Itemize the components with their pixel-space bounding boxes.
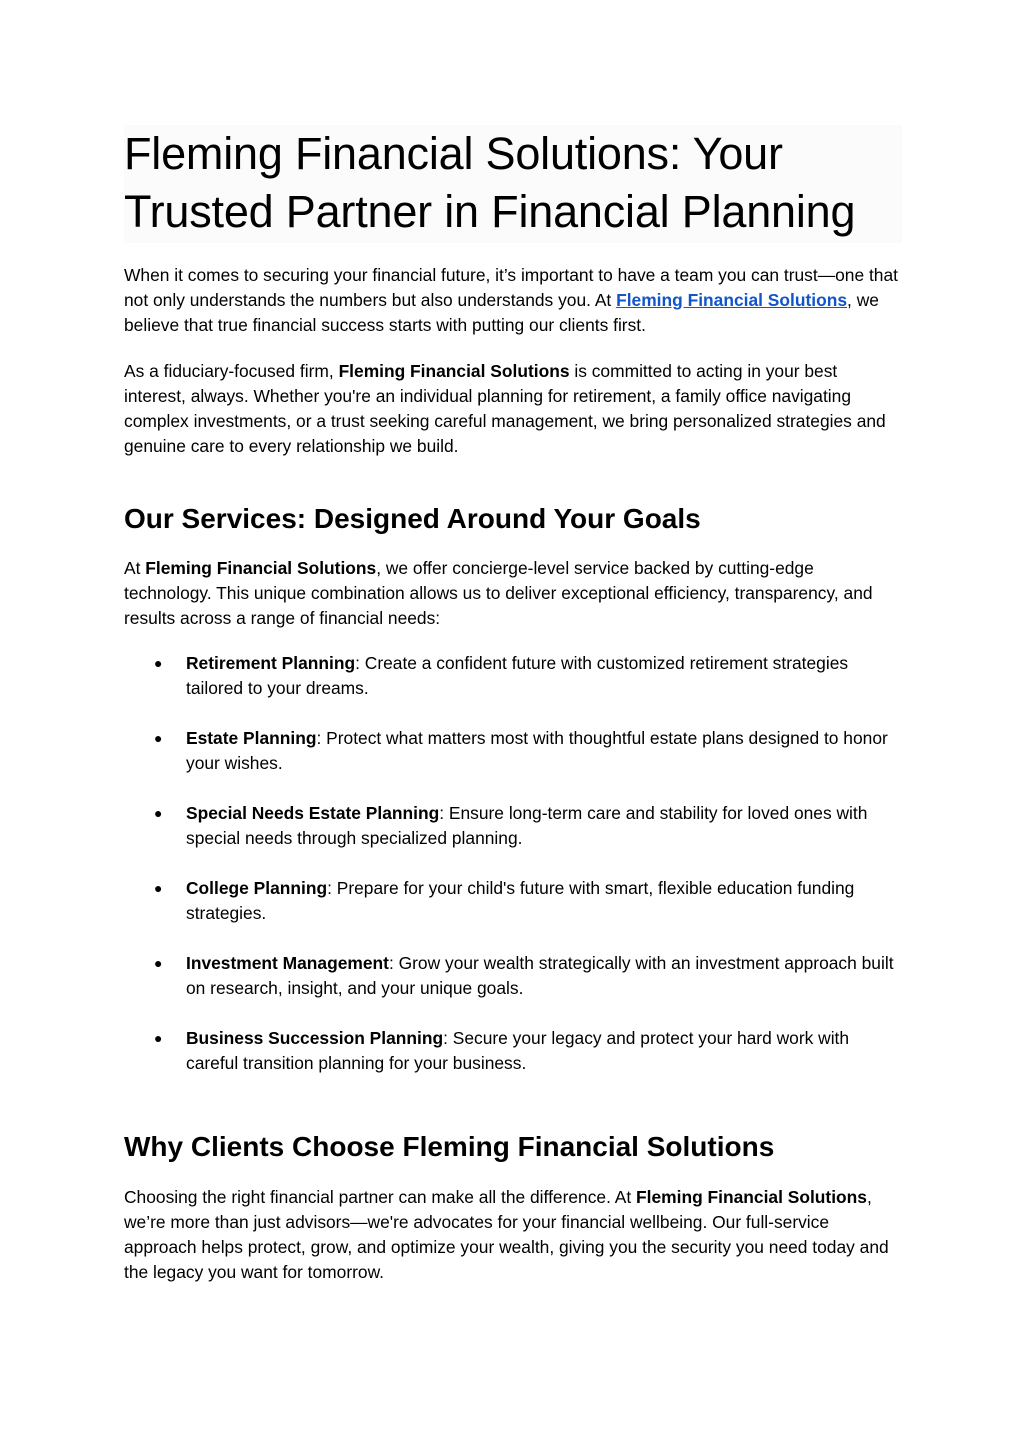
fiduciary-text-end: is committed to acting in your best interest, always. Whether you're an individual planning for retirement, a family office navigating complex investments, or a trust seeking careful management, we bring personalized strategies and genuine care to every relationship we build. <box>124 361 886 456</box>
service-description: : Secure your legacy and protect your hard work with careful transition planning for your business. <box>186 1028 850 1073</box>
service-name: Business Succession Planning <box>186 1028 444 1048</box>
fleming-financial-solutions-link[interactable]: Fleming Financial Solutions <box>616 290 848 310</box>
service-description: : Grow your wealth strategically with an investment approach built on research, insight, and your unique goals. <box>186 953 894 998</box>
service-name: Estate Planning <box>186 728 317 748</box>
service-description: : Create a confident future with customized retirement strategies tailored to your dreams. <box>186 653 849 698</box>
title-block <box>124 125 902 243</box>
service-item-investment-management <box>124 951 902 1001</box>
service-name: Investment Management <box>186 953 389 973</box>
why-firm-name: Fleming Financial Solutions <box>636 1187 867 1207</box>
fiduciary-firm-name: Fleming Financial Solutions <box>338 361 570 381</box>
services-intro-end: , we offer concierge-level service backed by cutting-edge technology. This unique combination allows us to deliver exceptional efficiency, transparency, and results across a range of financial needs: <box>124 558 873 628</box>
service-item-retirement-planning <box>124 651 902 701</box>
service-item-special-needs-estate-planning <box>124 801 902 851</box>
intro-text-end: , we believe that true financial success starts with putting our clients first. <box>124 290 879 335</box>
document-page <box>124 125 902 1285</box>
bullet-icon: ● <box>154 805 163 821</box>
service-description: : Prepare for your child's future with smart, flexible education funding strategies. <box>186 878 855 923</box>
service-item-business-succession-planning <box>124 1026 902 1076</box>
fiduciary-text-start: As a fiduciary-focused firm, <box>124 361 339 381</box>
bullet-icon: ● <box>154 955 163 971</box>
services-list <box>124 651 902 1076</box>
bullet-icon: ● <box>154 655 163 671</box>
services-intro-firm-name: Fleming Financial Solutions <box>145 558 377 578</box>
page-title: Fleming Financial Solutions: Your Trusted Partner in Financial Planning <box>124 128 856 237</box>
service-name: College Planning <box>186 878 328 898</box>
services-heading: Our Services: Designed Around Your Goals <box>124 503 701 534</box>
intro-text-start: When it comes to securing your financial future, it’s important to have a team you can trust—one that not only understands the numbers but also understands you. At <box>124 265 898 310</box>
bullet-icon: ● <box>154 730 163 746</box>
service-item-estate-planning <box>124 726 902 776</box>
why-heading: Why Clients Choose Fleming Financial Solutions <box>124 1131 775 1162</box>
intro-paragraph <box>124 263 902 338</box>
why-text-start: Choosing the right financial partner can make all the difference. At <box>124 1187 637 1207</box>
fiduciary-paragraph <box>124 359 902 459</box>
why-paragraph <box>124 1185 902 1285</box>
services-intro-paragraph <box>124 556 902 631</box>
service-description: : Ensure long-term care and stability for loved ones with special needs through specialized planning. <box>186 803 868 848</box>
why-text-end: , we’re more than just advisors—we're advocates for your financial wellbeing. Our full-service approach helps protect, grow, and optimize your wealth, giving you the security you need today and the legacy you want for tomorrow. <box>124 1187 889 1282</box>
service-description: : Protect what matters most with thoughtful estate plans designed to honor your wishes. <box>186 728 888 773</box>
services-intro-start: At <box>124 558 146 578</box>
service-item-college-planning <box>124 876 902 926</box>
bullet-icon: ● <box>154 880 163 896</box>
service-name: Retirement Planning <box>186 653 356 673</box>
bullet-icon: ● <box>154 1030 163 1046</box>
service-name: Special Needs Estate Planning <box>186 803 440 823</box>
